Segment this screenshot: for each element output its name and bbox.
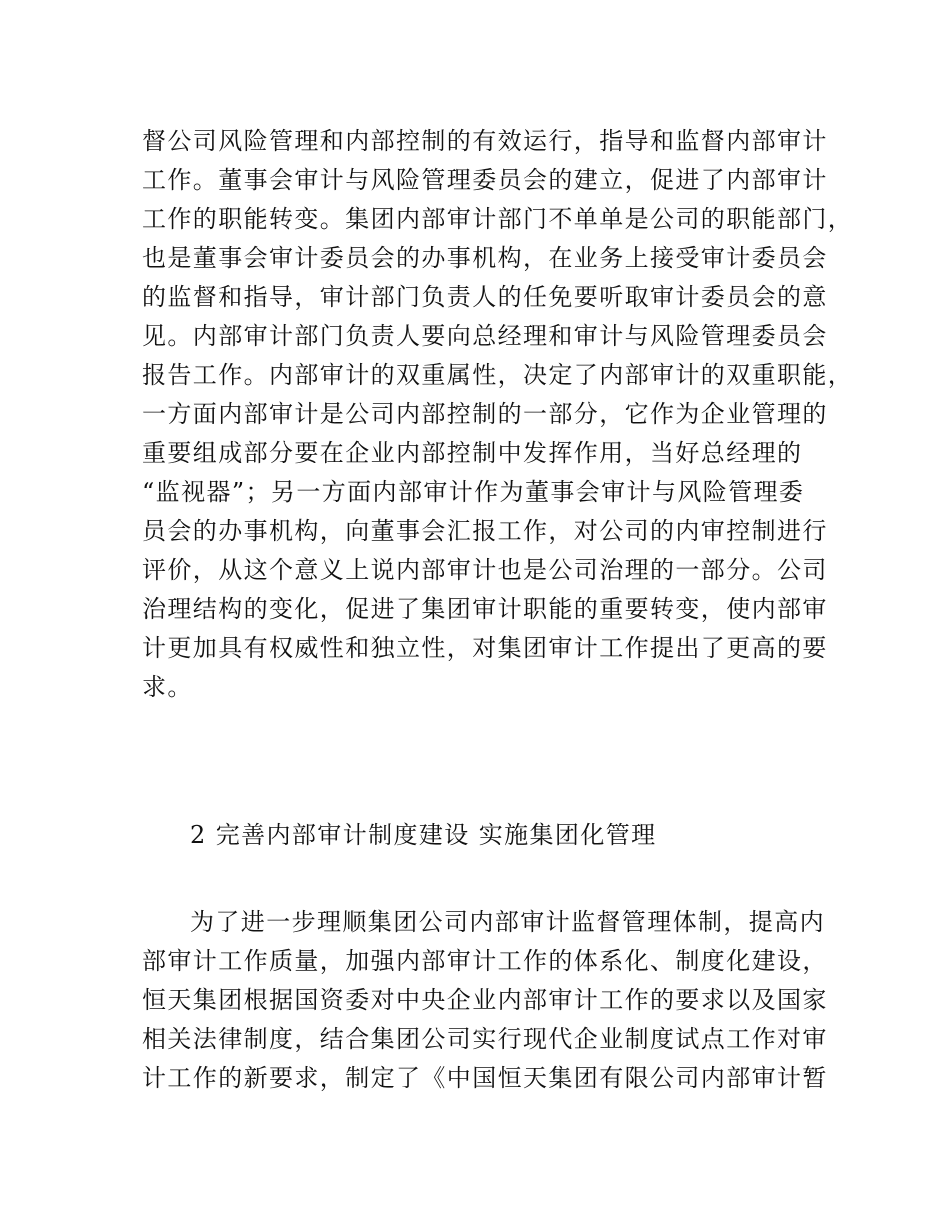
text-line: 治理结构的变化，促进了集团审计职能的重要转变，使内部审 [142, 595, 828, 623]
text-line: 部审计工作质量，加强内部审计工作的体系化、制度化建设， [142, 947, 828, 975]
text-line: 的监督和指导，审计部门负责人的任免要听取审计委员会的意 [142, 283, 828, 311]
text-line: 求。 [142, 673, 193, 701]
text-line: 相关法律制度，结合集团公司实行现代企业制度试点工作对审 [142, 1025, 828, 1053]
text-line: 恒天集团根据国资委对中央企业内部审计工作的要求以及国家 [142, 986, 828, 1014]
text-line: 一方面内部审计是公司内部控制的一部分，它作为企业管理的 [142, 400, 828, 428]
text-line: 重要组成部分要在企业内部控制中发挥作用，当好总经理的 [142, 439, 803, 467]
text-line: 员会的办事机构，向董事会汇报工作，对公司的内审控制进行 [142, 517, 828, 545]
text-line: 报告工作。内部审计的双重属性，决定了内部审计的双重职能， [142, 361, 854, 389]
paragraph-audit-system [142, 903, 828, 1098]
text-line: 工作的职能转变。集团内部审计部门不单单是公司的职能部门， [142, 205, 854, 233]
text-line: 计更加具有权威性和独立性，对集团审计工作提出了更高的要 [142, 634, 828, 662]
text-line: 计工作的新要求，制定了《中国恒天集团有限公司内部审计暂 [142, 1064, 828, 1092]
paragraph-audit-functions [142, 122, 854, 707]
text-line: 见。内部审计部门负责人要向总经理和审计与风险管理委员会 [142, 322, 828, 350]
text-line: “监视器”；另一方面内部审计作为董事会审计与风险管理委 [142, 478, 805, 506]
section-heading: 2 完善内部审计制度建设 实施集团化管理 [190, 821, 657, 849]
text-line: 工作。董事会审计与风险管理委员会的建立，促进了内部审计 [142, 166, 828, 194]
text-line: 督公司风险管理和内部控制的有效运行，指导和监督内部审计 [142, 127, 828, 155]
text-line: 也是董事会审计委员会的办事机构，在业务上接受审计委员会 [142, 244, 828, 272]
text-line: 评价，从这个意义上说内部审计也是公司治理的一部分。公司 [142, 556, 828, 584]
text-line: 为了进一步理顺集团公司内部审计监督管理体制，提高内 [190, 908, 825, 936]
